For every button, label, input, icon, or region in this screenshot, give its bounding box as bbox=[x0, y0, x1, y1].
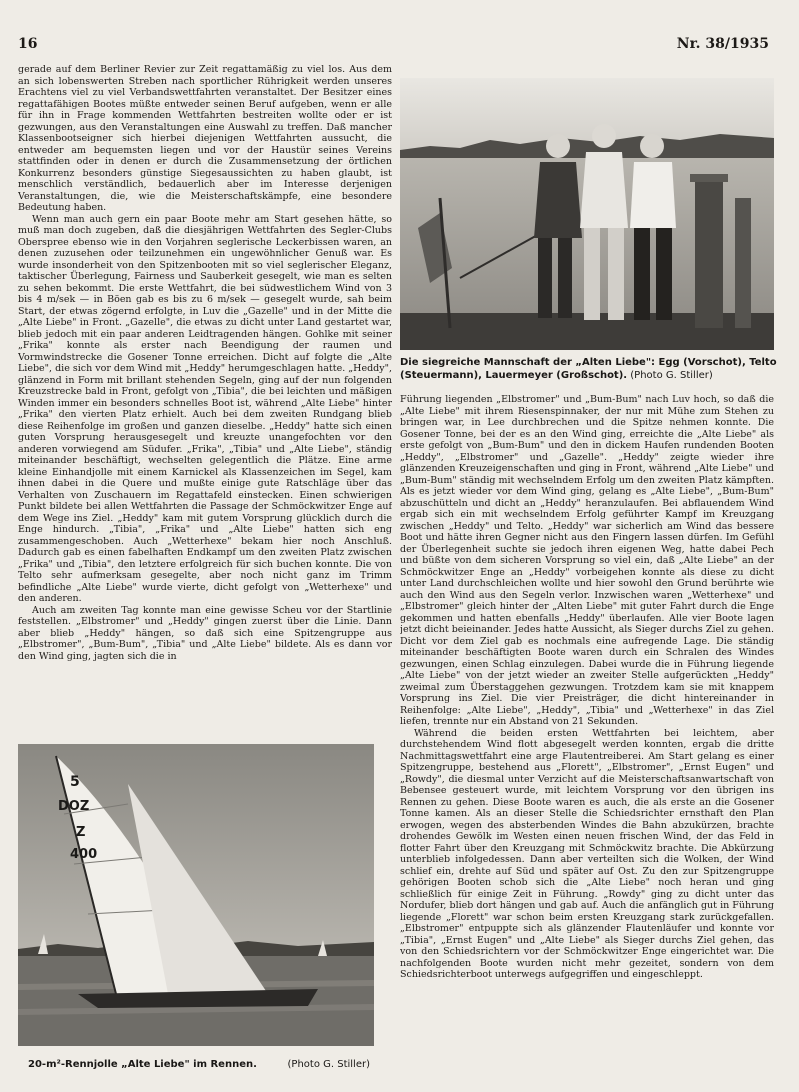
page-number: 16 bbox=[18, 36, 38, 52]
article-column-right bbox=[400, 394, 774, 1086]
issue-number: Nr. 38/1935 bbox=[676, 36, 769, 52]
article-paragraph: gerade auf dem Berliner Revier zur Zeit regattamäßig zu viel los. Aus dem an sich lobenswerten Streben nach sportlicher Rührigkeit werden unseres Erachtens viel zu viel Verbandswettfahrten veranstaltet. Der Besitzer eines regattafähigen Bootes müßte entweder seinen Beruf aufgeben, wenn er alle für ihn in Frage kommenden Wettfahrten bestreiten wollte oder er ist gezwungen, aus den Veranstaltungen eine Auswahl zu treffen. Daß mancher Klassenbootseigner sich hierbei diejenigen Wettfahrten aussucht, die entweder am bequemsten liegen und vor der Haustür seines Vereins stattfinden oder in denen er durch die Zusammensetzung der örtlichen Konkurrenz besonders günstige Siegesaussichten zu haben glaubt, ist menschlich verständlich, bedauerlich aber im Interesse derjenigen Veranstaltungen, die, wie die Meisterschaftskämpfe, eine besondere Bedeutung haben. bbox=[18, 64, 392, 213]
article-paragraph: Während die beiden ersten Wettfahrten bei leichtem, aber durchstehendem Wind flott abgesegelt werden konnten, ergab die dritte Nachmittagswettfahrt eine arge Flautentreiberei. Am Start gelang es einer Spitzengruppe, bestehend aus „Florett", „Elbstromer", „Ernst Eugen" und „Rowdy", die diesmal unter Verzicht auf die Meisterschaftsanwartschaft von Bebensee gesteuert wurde, mit leichtem Vorsprung vor den übrigen ins Rennen zu gehen. Diese Boote waren es auch, die als erste an die Gosener Tonne kamen. Als an dieser Stelle die Schiedsrichter ernsthaft den Plan erwogen, wegen des absterbenden Windes die Bahn abzukürzen, brachte drohendes Gewölk im Westen einen neuen frischen Wind, der das Feld in flotter Fahrt über den Kreuzgang mit Schmöckwitz brachte. Die Abkürzung unterblieb infolgedessen. Dann aber verteilten sich die Wolken, der Wind schlief ein, drehte auf Süd und später auf Ost. Zu den zur Spitzengruppe gehörigen Booten schob sich die „Alte Liebe" noch heran und ging schließlich für einige Zeit in Führung. „Rowdy" ging zu dicht unter das Nordufer, blieb dort hängen und gab auf. Auch die anfänglich gut in Führung liegende „Florett" war schon beim ersten Kreuzgang stark zurückgefallen. „Elbstromer" entpuppte sich als glänzender Flautenläufer und konnte vor „Tibia", „Ernst Eugen" und „Alte Liebe" als Sieger durchs Ziel gehen, das von den Schiedsrichtern vor der Schmöckwitzer Enge eingerichtet war. Die nachfolgenden Boote wurden nicht mehr gezeitet, sondern von dem Schiedsrichterboot unterwegs aufgegriffen und eingeschleppt. bbox=[400, 727, 774, 980]
article-paragraph: Auch am zweiten Tag konnte man eine gewisse Scheu vor der Startlinie feststellen. „Elbstromer" und „Heddy" gingen zuerst über die Linie. Dann aber blieb „Heddy" hängen, so daß sich eine Spitzengruppe aus „Elbstromer", „Bum-Bum", „Tibia" und „Alte Liebe" bildete. Als es dann vor den Wind ging, jagten sich die in bbox=[18, 604, 392, 662]
photo-credit: (Photo G. Stiller) bbox=[287, 1059, 370, 1070]
caption-text: 20-m²-Rennjolle „Alte Liebe" im Rennen. bbox=[28, 1059, 257, 1070]
caption-text: Die siegreiche Mannschaft der „Alten Liebe": Egg (Vorschot), Telto (Steuermann), Lauermeyer (Großschot). bbox=[400, 357, 777, 381]
page-header bbox=[18, 36, 769, 56]
crew-photo bbox=[400, 78, 774, 350]
crew-photo-caption bbox=[400, 356, 778, 382]
article-paragraph: Führung liegenden „Elbstromer" und „Bum-Bum" nach Luv hoch, so daß die „Alte Liebe" mit ihrem Riesenspinnaker, der nur mit Mühe zum Stehen zu bringen war, in Lee durchbrechen und die Spitze nehmen konnte. Die Gosener Tonne, bei der es an den Wind ging, erreichte die „Alte Liebe" als erste gefolgt von „Bum-Bum" und den in dickem Haufen rundenden Booten „Heddy", „Elbstromer" und „Gazelle". „Heddy" zeigte wieder ihre glänzenden Kreuzeigenschaften und ging in Front, während „Alte Liebe" und „Bum-Bum" ständig mit wechselndem Erfolg um den zweiten Platz kämpften. Als es jetzt wieder vor dem Wind ging, gelang es „Alte Liebe", „Bum-Bum" abzuschütteln und dicht an „Heddy" heranzulaufen. Bei abflauendem Wind ergab sich ein mit wechselndem Erfolg geführter Kampf im Kreuzgang zwischen „Heddy" und Telto. „Heddy" war sicherlich am Wind das bessere Boot und hätte ihren Gegner nicht aus den Fingern lassen dürfen. Im Gefühl der Überlegenheit suchte sie jedoch ihren eigenen Weg, hatte dabei Pech und büßte von dem sicheren Vorsprung so viel ein, daß „Alte Liebe" an der Schmöckwitzer Enge an „Heddy" vorbeigehen konnte als diese zu dicht unter Land durchschleichen wollte und hier sowohl den Grund berührte wie auch den Wind aus den Segeln verlor. Inzwischen waren „Wetterhexe" und „Elbstromer" gleich hinter der „Alten Liebe" mit guter Fahrt durch die Enge gekommen und hatten ebenfalls „Heddy" überlaufen. Alle vier Boote lagen jetzt dicht beieinander. Jedes hatte Aussicht, als Sieger durchs Ziel zu gehen. Dicht vor dem Ziel gab es nochmals eine aufregende Lage. Die ständig miteinander beschäftigten Boote waren durch ein Schralen des Windes gezwungen, einen Schlag einzulegen. Dabei wurde die in Führung liegende „Alte Liebe" von der jetzt wieder an zweiter Stelle aufgerückten „Heddy" zweimal zum Überstaggehen gezwungen. Trotzdem kam sie mit knappem Vorsprung ins Ziel. Die vier Preisträger, die dicht hintereinander in Reihenfolge: „Alte Liebe", „Heddy", „Tibia" und „Wetterhexe" in das Ziel liefen, trennte nur ein Abstand von 21 Sekunden. bbox=[400, 394, 774, 727]
sail-mark: DOZ bbox=[58, 799, 90, 814]
article-column-left bbox=[18, 64, 392, 736]
boat-photo bbox=[18, 744, 374, 1046]
crew-photo-image bbox=[400, 78, 774, 350]
sail-mark: 400 bbox=[70, 847, 98, 862]
sail-mark: Z bbox=[76, 825, 86, 840]
sail-mark: 5 bbox=[70, 774, 80, 790]
boat-photo-image bbox=[18, 744, 374, 1046]
boat-photo-caption bbox=[28, 1058, 378, 1071]
photo-credit: (Photo G. Stiller) bbox=[630, 370, 713, 381]
article-paragraph: Wenn man auch gern ein paar Boote mehr am Start gesehen hätte, so muß man doch zugeben, daß die diesjährigen Wettfahrten des Segler-Clubs Oberspree ebenso wie in den Vorjahren seglerische Leckerbissen waren, an denen zuzusehen oder teilzunehmen ein ungewöhnlicher Genuß war. Es wurde insonderheit von den Spitzenbooten mit so viel seglerischer Eleganz, taktischer Überlegung, Fairness und Sauberkeit gesegelt, wie man es selten zu sehen bekommt. Die erste Wettfahrt, die bei südwestlichem Wind von 3 bis 4 m/sek — in Böen gab es bis zu 6 m/sek — gesegelt wurde, sah beim Start, der etwas zögernd erfolgte, in Luv die „Gazelle" und in der Mitte die „Alte Liebe" in Front. „Gazelle", die etwas zu dicht unter Land gestartet war, blieb jedoch mit ein paar anderen Leidtragenden hängen. Gohlke mit seiner „Frika" konnte als erster nach Beendigung der raumen und Vormwindstrecke die Gosener Tonne erreichen. Dicht auf folgte die „Alte Liebe", die sich vor dem Wind mit „Heddy" herumgeschlagen hatte. „Heddy", glänzend in Form mit brillant stehenden Segeln, ging auf der nun folgenden Kreuzstrecke bald in Front, gefolgt von „Tibia", die bei leichten und mäßigen Winden immer ein besonders schnelles Boot ist, während „Alte Liebe" hinter „Frika" den vierten Platz erhielt. Auch bei dem zweiten Rundgang blieb diese Reihenfolge im großen und ganzen dieselbe. „Heddy" hatte sich einen guten Vorsprung herausgesegelt und kreuzte unangefochten vor den anderen vorwiegend am Südufer. „Frika", „Tibia" und „Alte Liebe", ständig miteinander beschäftigt, wechselten gelegentlich die Plätze. Eine arme kleine Einhandjolle mit einem Karnickel als Klassenzeichen im Segel, kam ihnen dabei in die Quere und mußte einige gute Ratschläge über das Verhalten von Zuschauern im Regattafeld einstecken. Einen schwierigen Punkt bildete bei allen Wettfahrten die Passage der Schmöckwitzer Enge auf dem Wege ins Ziel. „Heddy" kam mit gutem Vorsprung glücklich durch die Enge hindurch. „Tibia", „Frika" und „Alte Liebe" hatten sich eng zusammengeschoben. Auch „Wetterhexe" bekam hier noch Anschluß. Dadurch gab es einen fabelhaften Endkampf um den zweiten Platz zwischen „Frika" und „Tibia", den letztere erfolgreich für sich buchen konnte. Die von Telto sehr aufmerksam gesegelte, aber noch nicht ganz im Trimm befindliche „Alte Liebe" wurde vierte, dicht gefolgt von „Wetterhexe" und den anderen. bbox=[18, 213, 392, 604]
